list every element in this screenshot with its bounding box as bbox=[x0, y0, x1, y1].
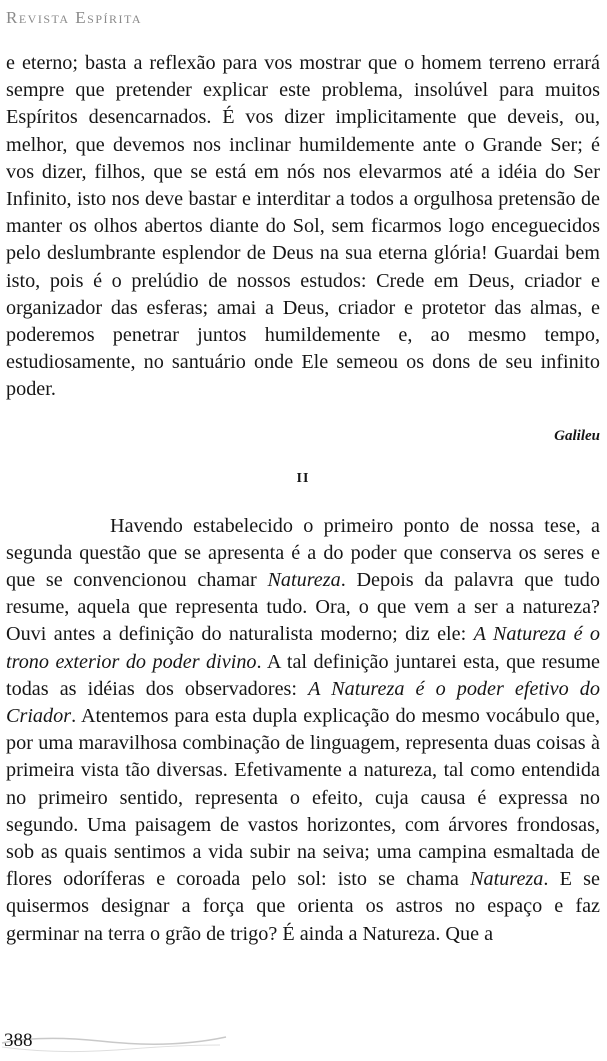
text-run: . Depois da palavra que tudo resume, aquela que representa tudo. Ora, o que vem a ser a natureza? Ouvi antes a definição do naturalista moderno; diz ele: bbox=[6, 569, 600, 646]
text-run: . A tal definição juntarei esta, que resume todas as idéias dos observadores: bbox=[6, 650, 600, 700]
text-run: . E se quisermos designar a força que orienta os astros no espaço e faz germinar na terra o grão de trigo? É ainda a Natureza. Que a bbox=[6, 868, 600, 945]
page-number: 388 bbox=[4, 1030, 33, 1051]
text-run: Havendo estabelecido o primeiro ponto de nossa tese, a segunda questão que se apresenta é a do poder que conserva os seres e que se convencionou chamar bbox=[6, 514, 600, 592]
section-number: II bbox=[296, 470, 310, 486]
emphasis: A Natureza é o poder efetivo do Criador bbox=[6, 677, 600, 728]
text-run: . Atentemos para esta dupla explicação do mesmo vocábulo que, por uma maravilhosa combinação de linguagem, representa duas coisas à primeira vista tão diversas. Efetivamente a natureza, tal como entendida no primeiro sentido, representa o efeito, cuja causa é expressa no segundo. Uma paisagem de vastos horizontes, com árvores frondosas, sob as quais sentimos a vida subir na seiva; uma campina esmaltada de flores odoríferas e coroada pelo sol: isto se chama bbox=[6, 705, 600, 891]
footer-swoosh bbox=[0, 1025, 230, 1055]
paragraph-2 bbox=[6, 513, 600, 948]
paragraph-1: e eterno; basta a reflexão para vos mostrar que o homem terreno errará sempre que pretender explicar este problema, insolúvel para muitos Espíritos desencarnados. É vos dizer implicitamente que deveis, ou, melhor, que devemos nos inclinar humildemente ante o Grande Ser; é vos dizer, filhos, que se está em nós nos elevarmos até a idéia do Ser Infinito, isto nos deve bastar e interditar a todos a orgulhosa pretensão de manter os olhos abertos diante do Sol, sem ficarmos logo enceguecidos pelo deslumbrante esplendor de Deus na sua eterna glória! Guardai bem isto, pois é o prelúdio de nossos estudos: Crede em Deus, criador e organizador das esferas; amai a Deus, criador e protetor das almas, e poderemos penetrar juntos humildemente e, ao mesmo tempo, estudiosamente, no santuário onde Ele semeou os dons de seu infinito poder. bbox=[6, 52, 600, 401]
signature: Galileu bbox=[554, 427, 600, 444]
emphasis: Natureza bbox=[267, 569, 341, 592]
emphasis: A Natureza é o trono exterior do poder divino bbox=[6, 623, 600, 673]
running-head: Revista Espírita bbox=[6, 8, 143, 27]
emphasis: Natureza bbox=[470, 868, 544, 891]
page-body bbox=[6, 50, 600, 948]
